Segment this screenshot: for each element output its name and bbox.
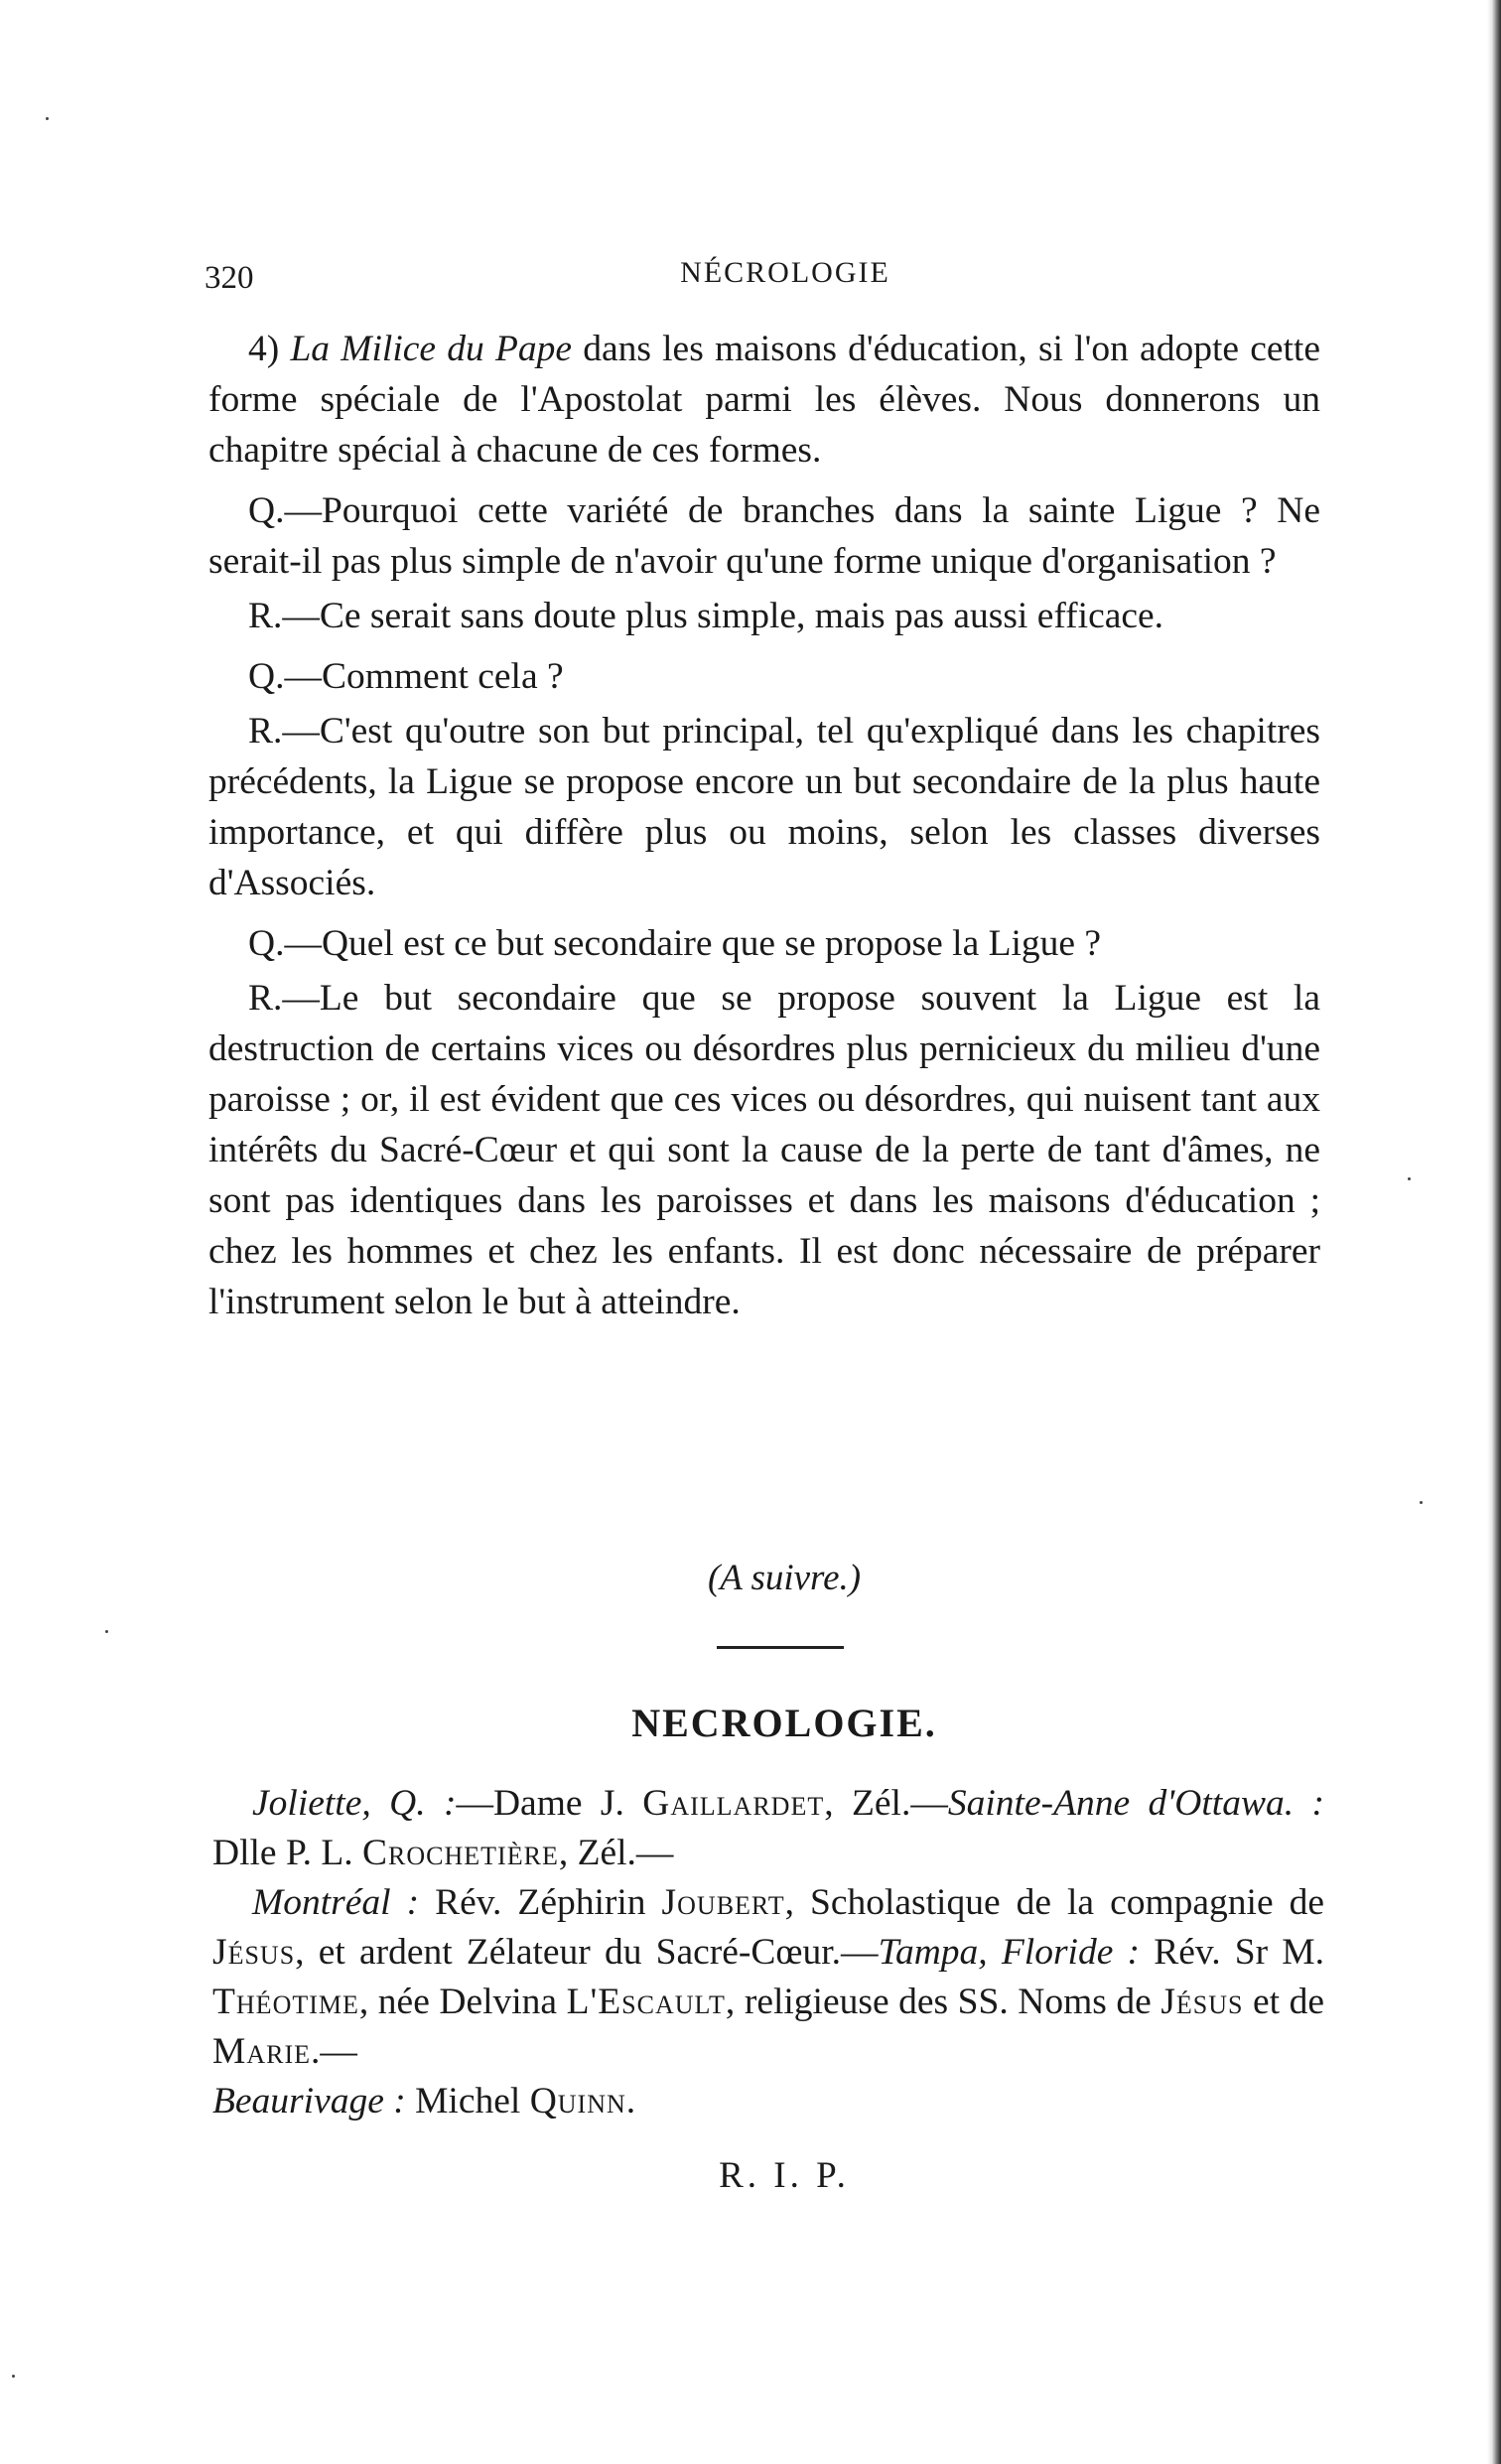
place-montreal: Montréal : [252, 1882, 420, 1923]
running-head [205, 256, 1326, 296]
answer-2: R.—C'est qu'outre son but principal, tel qu'expliqué dans les chapitres précédents, la Ligue se propose encore un but secondaire de la plus haute importance, et qui diffère plus ou moins, selon les classes diverses d'Associés. [208, 711, 1320, 903]
name-lescault: L'Escault [566, 1982, 726, 2022]
place-beaurivage: Beaurivage : [212, 2081, 406, 2122]
obituary-list [212, 1779, 1324, 2126]
closing-rip: R. I. P. [719, 2155, 850, 2196]
italic-title: La Milice du Pape [290, 329, 572, 369]
name-theotime: Théotime [212, 1982, 359, 2022]
paper-speck [1408, 1177, 1411, 1180]
paper-speck [1420, 1501, 1423, 1504]
paper-speck [46, 117, 49, 120]
name-jesus-2: Jésus [1160, 1982, 1244, 2022]
answer-3: R.—Le but secondaire que se propose souvent la Ligue est la destruction de certains vices ou désordres plus pernicieux du milieu d'une paroisse ; or, il est évident que ces vices ou désordres, qui nuisent tant aux intérêts du Sacré-Cœur et qui sont la cause de la perte de tant d'âmes, ne sont pas identiques dans les paroisses et dans les maisons d'éducation ; chez les hommes et chez les enfants. Il est donc nécessaire de préparer l'instrument selon le but à atteindre. [208, 978, 1320, 1322]
paper-speck [105, 1630, 108, 1633]
name-marie: Marie [212, 2031, 312, 2072]
name-quinn: Quinn [529, 2081, 626, 2122]
section-divider [717, 1646, 844, 1649]
name-jesus: Jésus [212, 1932, 296, 1973]
place-sainte-anne: Sainte-Anne d'Ottawa. : [947, 1783, 1324, 1824]
page-number: 320 [205, 260, 254, 296]
question-1: Q.—Pourquoi cette variété de branches dans la sainte Ligue ? Ne serait-il pas plus simple de n'avoir qu'une forme unique d'organisation ? [208, 490, 1320, 582]
to-be-continued: (A suivre.) [707, 1558, 862, 1598]
paper-speck [12, 2375, 15, 2378]
paragraph-4-text: dans les maisons d'éducation, si l'on adopte cette forme spéciale de l'Apostolat parmi les élèves. Nous donnerons un chapitre spécial à chacune de ces formes. [208, 329, 1320, 471]
item-number: 4) [248, 329, 291, 369]
question-3: Q.—Quel est ce but secondaire que se propose la Ligue ? [248, 923, 1102, 964]
obituary-paragraph-2: Montréal : Rév. Zéphirin Joubert, Scholastique de la compagnie de Jésus, et ardent Zélateur du Sacré-Cœur.—Tampa, Floride : Rév. Sr M. Théotime, née Delvina L'Escault, religieuse des SS. Noms de Jésus et de Marie.— Beaurivage : Michel Quinn. [212, 1882, 1324, 2122]
paragraph-4 [208, 324, 1320, 476]
name-gaillardet: Gaillardet [642, 1783, 825, 1824]
main-text [208, 324, 1320, 1327]
place-joliette: Joliette, Q. : [252, 1783, 457, 1824]
obituary-paragraph-1: Joliette, Q. :—Dame J. Gaillardet, Zél.—Sainte-Anne d'Ottawa. : Dlle P. L. Crochetière, Zél.— [212, 1783, 1324, 1873]
section-title: NECROLOGIE. [631, 1701, 937, 1745]
name-crochetiere: Crochetière [362, 1833, 559, 1873]
place-tampa: Tampa, Floride : [878, 1932, 1141, 1973]
running-title: NÉCROLOGIE [680, 256, 890, 289]
answer-1: R.—Ce serait sans doute plus simple, mais pas aussi efficace. [248, 596, 1164, 636]
page-edge-shadow [1487, 0, 1501, 2464]
question-2: Q.—Comment cela ? [248, 656, 564, 697]
name-joubert: Joubert [661, 1882, 785, 1923]
